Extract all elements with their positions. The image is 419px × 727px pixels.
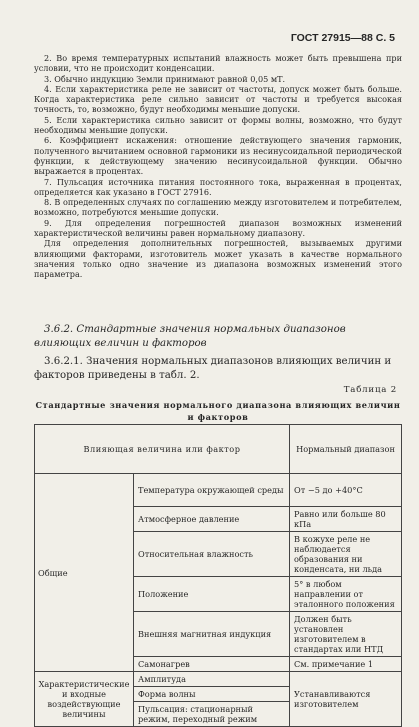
range-cell-shared: Устанавливаются изготовителем: [290, 672, 402, 727]
factor-cell: Температура окружающей среды: [134, 474, 290, 507]
section-body: 3.6.2.1. Значения нормальных диапазонов влияющих величин и факторов приведены в табл. 2.: [34, 356, 392, 381]
factor-cell: Самонагрев: [134, 657, 290, 672]
note-6: 6. Коэффициент искажения: отношение действующего значения гармоник, полученного вычитанием основной гармоники из несинусоидальной периодической функции, к действующему значению несинусоидальной функции. Обычно выражается в процентах.: [34, 135, 402, 177]
note-additional: Для определения дополнительных погрешностей, вызываемых другими влияющими факторами, изготовитель может указать в качестве нормального значения только одно значение из диапазона возможных изменений этого параметра.: [34, 238, 402, 280]
table-label: Таблица 2: [343, 385, 397, 395]
factor-cell: Положение: [134, 577, 290, 612]
range-cell: От −5 до +40°С: [290, 474, 402, 507]
range-cell: 5° в любом направлении от эталонного положения: [290, 577, 402, 612]
table-row: [35, 672, 402, 687]
note-3: 3. Обычно индукцию Земли принимают равной 0,05 мТ.: [44, 73, 286, 84]
note-8: 8. В определенных случаях по соглашению между изготовителем и потребителем, возможно, потребуются меньшие допуски.: [34, 197, 402, 218]
table-row: [35, 474, 402, 507]
note-4: 4. Если характеристика реле не зависит от частоты, допуск может быть больше. Когда характеристика реле сильно зависит от частоты и требуется высокая точность, то, возможно, будут необходимы меньшие допуски.: [34, 83, 402, 115]
factor-cell: Амплитуда: [134, 672, 290, 687]
range-cell: Равно или больше 80 кПа: [290, 507, 402, 532]
table-header-row: [35, 425, 402, 474]
header-range: Нормальный диапазон: [290, 425, 402, 474]
group-input-quantities: Характеристические и входные воздействующие величины: [35, 672, 134, 727]
note-2: 2. Во время температурных испытаний влажность может быть превышена при условии, что не происходит конденсации.: [34, 53, 402, 74]
section-title: 3.6.2. Стандартные значения нормальных диапазонов влияющих величин и факторов: [34, 324, 346, 349]
factor-cell: Относительная влажность: [134, 532, 290, 577]
factor-cell: Атмосферное давление: [134, 507, 290, 532]
factor-cell: Пульсация: стационарный режим, переходный режим: [134, 702, 290, 727]
table-title: Стандартные значения нормального диапазона влияющих величин и факторов: [35, 400, 401, 422]
factor-cell: Форма волны: [134, 687, 290, 702]
range-cell: В кожухе реле не наблюдается образования ни конденсата, ни льда: [290, 532, 402, 577]
group-general: Общие: [35, 474, 134, 672]
notes-list: [34, 53, 402, 280]
factor-cell: Внешняя магнитная индукция: [134, 612, 290, 657]
page-header: ГОСТ 27915—88 С. 5: [290, 32, 395, 44]
note-7: 7. Пульсация источника питания постоянного тока, выраженная в процентах, определяется как указано в ГОСТ 27916.: [34, 176, 402, 197]
note-9: 9. Для определения погрешностей диапазон возможных изменений характеристической величины равен нормальному диапазону.: [34, 217, 402, 239]
note-5: 5. Если характеристика сильно зависит от формы волны, возможно, что будут необходимы меньшие допуски.: [34, 114, 402, 136]
range-cell: Должен быть установлен изготовителем в стандартах или НТД: [290, 612, 402, 657]
range-cell: См. примечание 1: [290, 657, 402, 672]
header-factor: Влияющая величина или фактор: [35, 425, 290, 474]
standard-values-table: [34, 424, 402, 727]
